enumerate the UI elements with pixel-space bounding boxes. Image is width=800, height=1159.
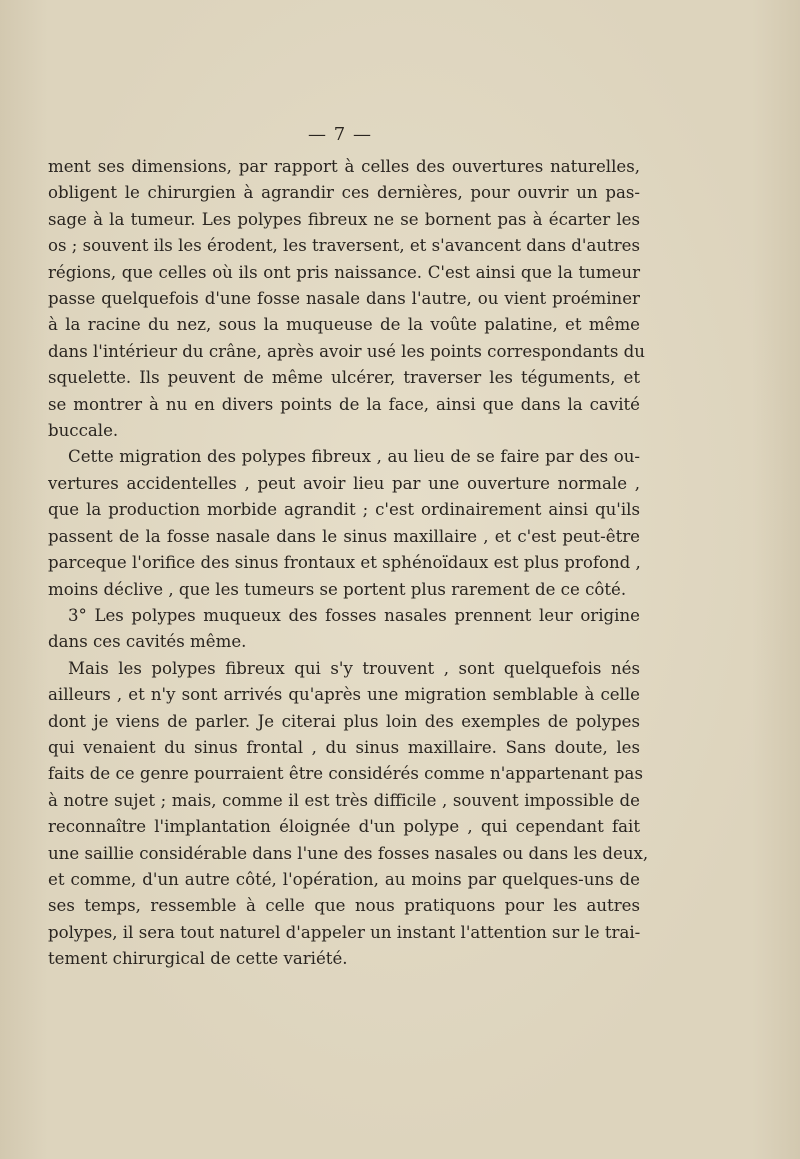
text-line: dont je viens de parler. Je citerai plus loin des exemples de polypes xyxy=(48,711,640,731)
text-line: à notre sujet ; mais, comme il est très difficile , souvent impossible de xyxy=(48,790,640,810)
text-line: os ; souvent ils les érodent, les traversent, et s'avancent dans d'autres xyxy=(48,236,640,256)
text-line: parceque l'orifice des sinus frontaux et sphénoïdaux est plus profond , xyxy=(48,553,641,573)
text-line: Mais les polypes fibreux qui s'y trouvent , sont quelquefois nés xyxy=(68,658,640,678)
text-line: buccale. xyxy=(48,421,119,441)
text-line: qui venaient du sinus frontal , du sinus maxillaire. Sans doute, les xyxy=(48,737,640,757)
text-line: ses temps, ressemble à celle que nous pratiquons pour les autres xyxy=(48,896,640,916)
paragraph xyxy=(48,656,649,973)
text-line: Cette migration des polypes fibreux , au lieu de se faire par des ou- xyxy=(68,447,640,467)
text-line: dans l'intérieur du crâne, après avoir usé les points correspondants du xyxy=(48,341,645,361)
text-line: régions, que celles où ils ont pris naissance. C'est ainsi que la tumeur xyxy=(48,262,640,282)
text-line: ailleurs , et n'y sont arrivés qu'après une migration semblable à celle xyxy=(48,685,640,705)
paragraph xyxy=(48,154,645,444)
text-line: tement chirurgical de cette variété. xyxy=(48,949,348,969)
text-line: et comme, d'un autre côté, l'opération, au moins par quelques-uns de xyxy=(48,869,640,889)
text-line: dans ces cavités même. xyxy=(48,632,247,652)
text-line: reconnaître l'implantation éloignée d'un polype , qui cependant fait xyxy=(48,817,640,837)
text-line: passe quelquefois d'une fosse nasale dans l'autre, ou vient proéminer xyxy=(48,289,640,309)
text-line: squelette. Ils peuvent de même ulcérer, traverser les téguments, et xyxy=(48,368,640,388)
text-line: vertures accidentelles , peut avoir lieu par une ouverture normale , xyxy=(48,473,640,493)
text-line: polypes, il sera tout naturel d'appeler un instant l'attention sur le trai- xyxy=(48,922,641,942)
text-line: une saillie considérable dans l'une des fosses nasales ou dans les deux, xyxy=(48,843,649,863)
text-line: 3° Les polypes muqueux des fosses nasales prennent leur origine xyxy=(68,605,640,625)
text-line: que la production morbide agrandit ; c'est ordinairement ainsi qu'ils xyxy=(48,500,640,520)
body-text xyxy=(48,154,649,973)
text-line: moins déclive , que les tumeurs se portent plus rarement de ce côté. xyxy=(48,579,627,599)
text-line: faits de ce genre pourraient être considérés comme n'appartenant pas xyxy=(48,764,643,784)
text-line: se montrer à nu en divers points de la face, ainsi que dans la cavité xyxy=(48,394,640,414)
paragraph xyxy=(48,603,640,656)
text-line: passent de la fosse nasale dans le sinus maxillaire , et c'est peut-être xyxy=(48,526,640,546)
text-line: sage à la tumeur. Les polypes fibreux ne se bornent pas à écarter les xyxy=(48,209,640,229)
text-line: obligent le chirurgien à agrandir ces dernières, pour ouvrir un pas- xyxy=(48,183,640,203)
text-line: ment ses dimensions, par rapport à celles des ouvertures naturelles, xyxy=(48,157,640,176)
paragraph xyxy=(48,444,640,602)
page-number: — 7 — xyxy=(308,124,372,145)
text-line: à la racine du nez, sous la muqueuse de la voûte palatine, et même xyxy=(48,315,640,335)
